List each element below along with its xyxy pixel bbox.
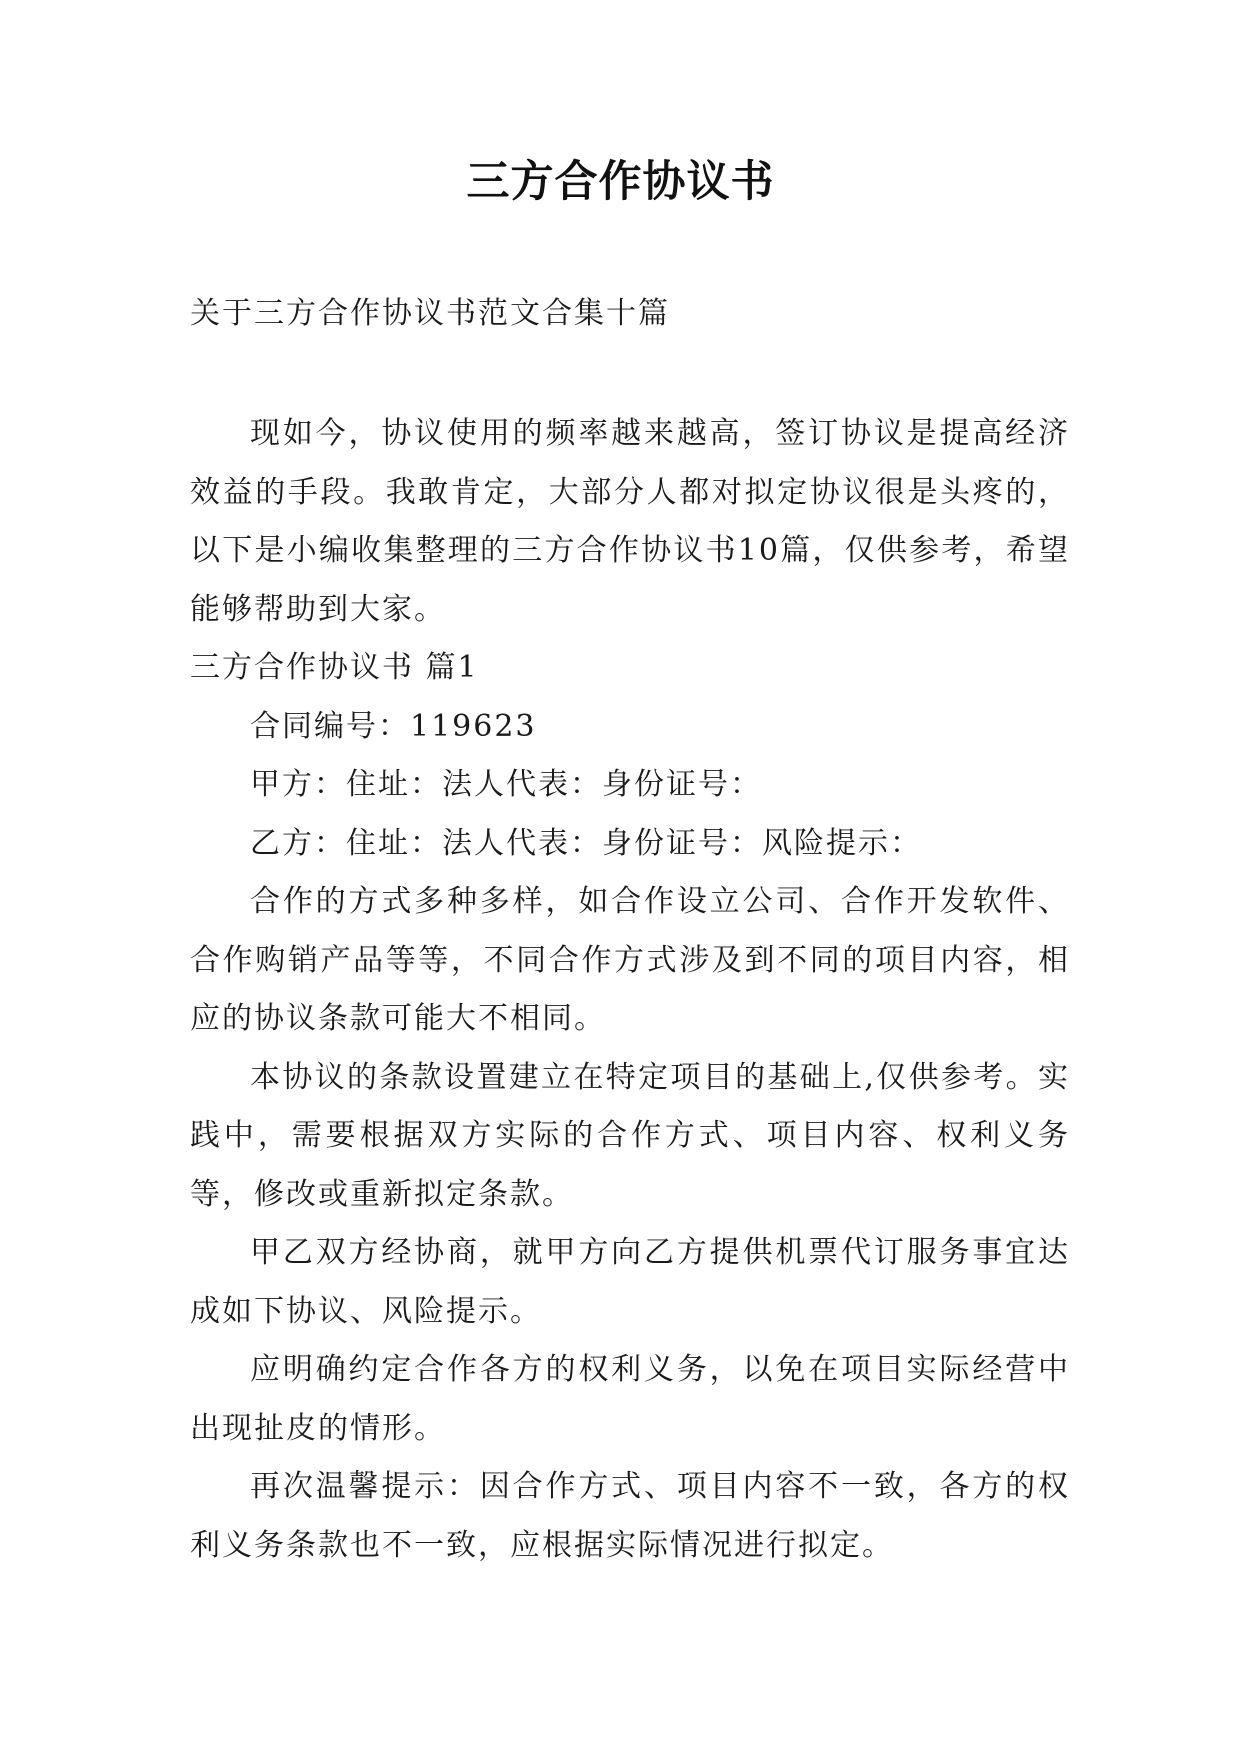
body-paragraph: 再次温馨提示：因合作方式、项目内容不一致，各方的权利义务条款也不一致，应根据实际情况进行拟定。 xyxy=(190,1469,1070,1563)
body-paragraph: 应明确约定合作各方的权利义务，以免在项目实际经营中出现扯皮的情形。 xyxy=(190,1352,1070,1446)
contract-number: 合同编号：119623 xyxy=(250,708,537,744)
body-paragraph: 甲乙双方经协商，就甲方向乙方提供机票代订服务事宜达成如下协议、风险提示。 xyxy=(190,1235,1070,1329)
body-paragraph: 本协议的条款设置建立在特定项目的基础上,仅供参考。实践中，需要根据双方实际的合作方式、项目内容、权利义务等，修改或重新拟定条款。 xyxy=(190,1059,1070,1212)
document-title: 三方合作协议书 xyxy=(466,157,775,207)
party-a-line: 甲方：住址：法人代表：身份证号： xyxy=(250,767,762,802)
intro-paragraph: 现如今，协议使用的频率越来越高，签订协议是提高经济效益的手段。我敢肯定，大部分人都对拟定协议很是头疼的，以下是小编收集整理的三方合作协议书10篇，仅供参考，希望能够帮助到大家。 xyxy=(190,416,1070,627)
section-heading: 三方合作协议书 篇1 xyxy=(190,650,479,685)
party-b-line: 乙方：住址：法人代表：身份证号：风险提示： xyxy=(250,825,922,861)
document-subtitle: 关于三方合作协议书范文合集十篇 xyxy=(190,296,670,331)
document-body xyxy=(190,405,1070,1575)
body-paragraph: 合作的方式多种多样，如合作设立公司、合作开发软件、合作购销产品等等，不同合作方式涉及到不同的项目内容，相应的协议条款可能大不相同。 xyxy=(190,884,1070,1036)
